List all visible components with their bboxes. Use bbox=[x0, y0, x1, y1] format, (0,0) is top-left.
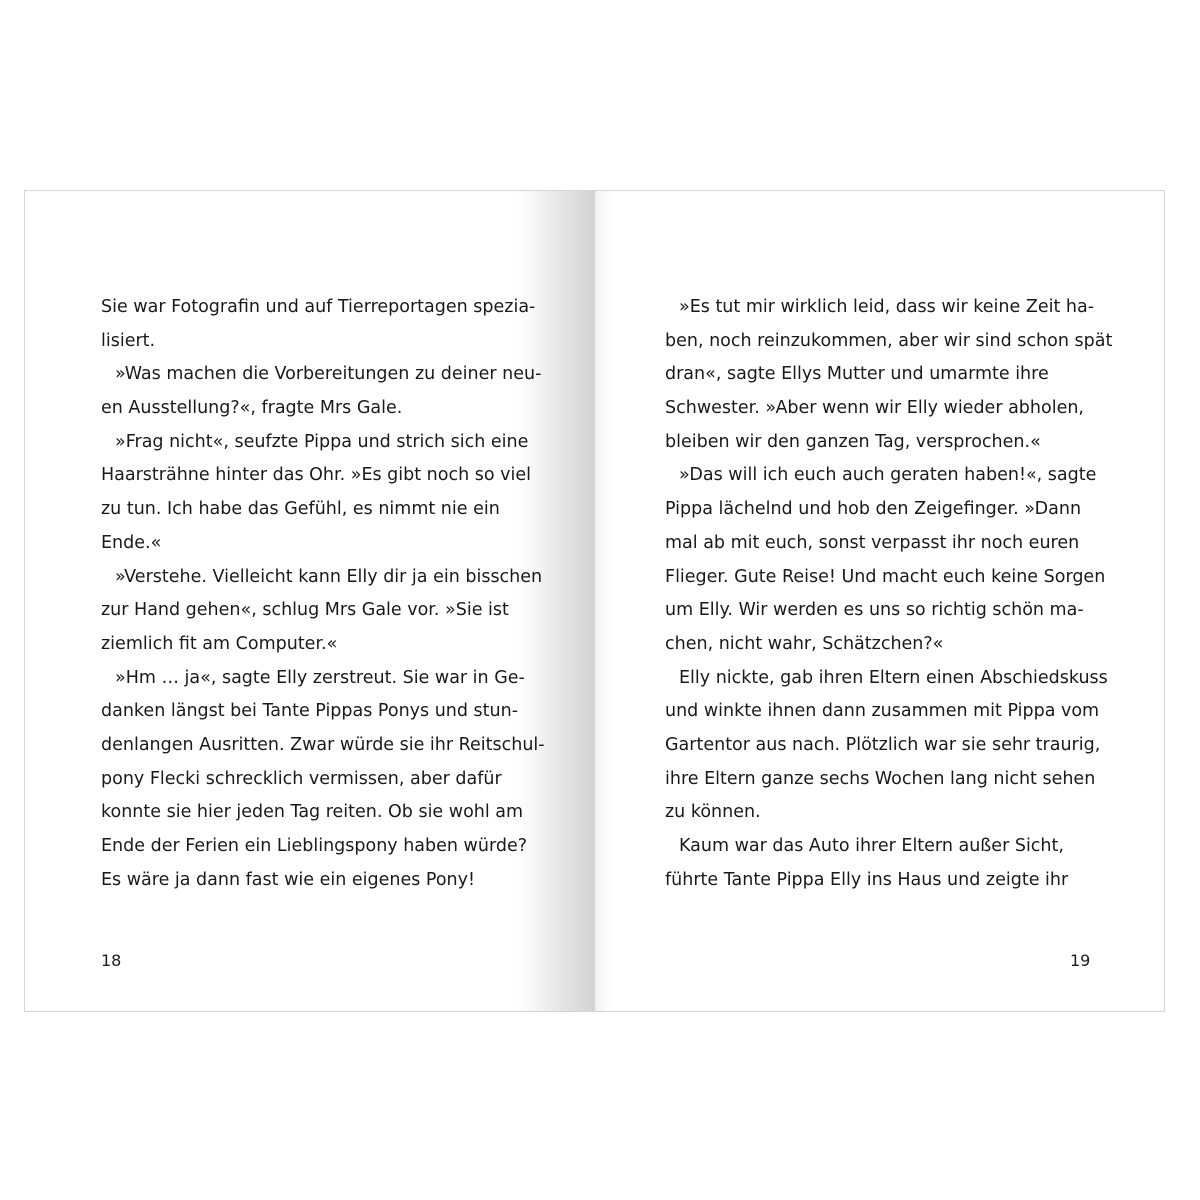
left-page-line: zu tun. Ich habe das Gefühl, es nimmt nie ein bbox=[101, 499, 500, 520]
left-page-line: zur Hand gehen«, schlug Mrs Gale vor. »Sie ist bbox=[101, 600, 509, 621]
right-page-line: um Elly. Wir werden es uns so richtig schön ma- bbox=[665, 600, 1084, 621]
left-page-line: Haarsträhne hinter das Ohr. »Es gibt noch so viel bbox=[101, 465, 531, 486]
right-page-line: Kaum war das Auto ihrer Eltern außer Sicht, bbox=[679, 836, 1064, 856]
right-page-line: ben, noch reinzukommen, aber wir sind schon spät bbox=[665, 330, 1113, 351]
left-page-line: denlangen Ausritten. Zwar würde sie ihr Reitschul- bbox=[101, 734, 545, 755]
left-page bbox=[25, 191, 595, 1011]
left-page-text bbox=[101, 291, 545, 897]
right-page-line: führte Tante Pippa Elly ins Haus und zeigte ihr bbox=[665, 869, 1069, 890]
right-page-text bbox=[665, 291, 1113, 897]
left-page-line: ziemlich fit am Computer.« bbox=[101, 633, 338, 654]
right-page-line: Schwester. »Aber wenn wir Elly wieder abholen, bbox=[665, 398, 1084, 419]
right-page-line: Pippa lächelnd und hob den Zeigefinger. »Dann bbox=[665, 499, 1082, 520]
left-page-line: danken längst bei Tante Pippas Ponys und stun- bbox=[101, 701, 519, 722]
right-page-line: »Das will ich euch auch geraten haben!«, sagte bbox=[679, 465, 1097, 486]
right-page-line: und winkte ihnen dann zusammen mit Pippa vom bbox=[665, 701, 1100, 722]
right-page-line: Flieger. Gute Reise! Und macht euch keine Sorgen bbox=[665, 566, 1106, 587]
left-page-line: Es wäre ja dann fast wie ein eigenes Pony! bbox=[101, 869, 475, 890]
right-page-line: chen, nicht wahr, Schätzchen?« bbox=[665, 633, 944, 654]
left-page-line: »Verstehe. Vielleicht kann Elly dir ja ein bisschen bbox=[115, 566, 543, 587]
left-page-number: 18 bbox=[101, 951, 122, 970]
right-page bbox=[595, 191, 1165, 1011]
left-page-line: en Ausstellung?«, fragte Mrs Gale. bbox=[101, 398, 403, 419]
left-page-line: Sie war Fotografin und auf Tierreportagen spezia- bbox=[101, 297, 536, 317]
left-page-line: »Frag nicht«, seufzte Pippa und strich sich eine bbox=[115, 431, 529, 452]
right-page-number: 19 bbox=[1070, 951, 1091, 970]
left-page-line: Ende.« bbox=[101, 532, 162, 553]
left-page-line: konnte sie hier jeden Tag reiten. Ob sie wohl am bbox=[101, 802, 524, 823]
right-page-line: zu können. bbox=[665, 802, 761, 823]
right-page-line: mal ab mit euch, sonst verpasst ihr noch euren bbox=[665, 532, 1080, 553]
right-page-line: Elly nickte, gab ihren Eltern einen Abschiedskuss bbox=[679, 667, 1108, 688]
left-page-line: Ende der Ferien ein Lieblingspony haben würde? bbox=[101, 836, 528, 856]
book-spread bbox=[24, 190, 1165, 1012]
left-page-line: »Was machen die Vorbereitungen zu deiner neu- bbox=[115, 364, 542, 385]
left-page-line: lisiert. bbox=[101, 330, 156, 351]
right-page-line: bleiben wir den ganzen Tag, versprochen.« bbox=[665, 431, 1041, 452]
left-page-line: pony Flecki schrecklich vermissen, aber dafür bbox=[101, 768, 502, 789]
right-page-line: dran«, sagte Ellys Mutter und umarmte ihre bbox=[665, 364, 1049, 385]
right-page-line: ihre Eltern ganze sechs Wochen lang nicht sehen bbox=[665, 768, 1096, 789]
right-page-line: Gartentor aus nach. Plötzlich war sie sehr traurig, bbox=[665, 734, 1101, 755]
right-page-line: »Es tut mir wirklich leid, dass wir keine Zeit ha- bbox=[679, 297, 1095, 317]
left-page-line: »Hm … ja«, sagte Elly zerstreut. Sie war in Ge- bbox=[115, 667, 525, 688]
